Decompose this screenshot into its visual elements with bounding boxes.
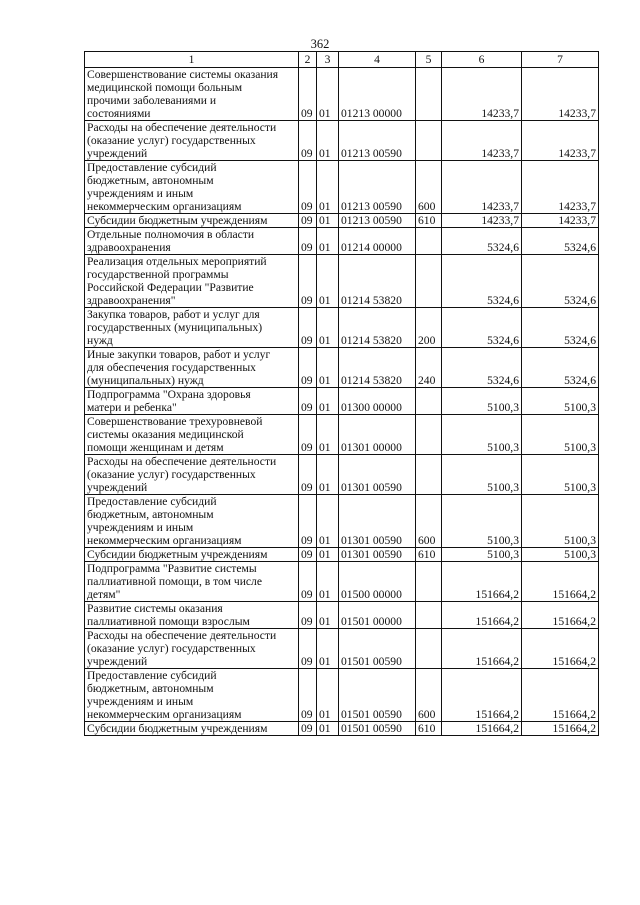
row-target-article-cell: 01501 00000 [339, 602, 416, 629]
row-name-cell [85, 121, 299, 161]
table-row [85, 495, 599, 548]
row-expense-type-cell: 610 [416, 722, 442, 736]
column-header: 7 [522, 52, 599, 68]
row-expense-type-cell: 600 [416, 161, 442, 214]
row-section-cell: 09 [299, 495, 317, 548]
row-name-cell [85, 602, 299, 629]
page-number: 362 [310, 37, 330, 51]
row-target-article-cell: 01214 53820 [339, 348, 416, 388]
row-subsection-cell: 01 [317, 629, 339, 669]
row-expense-type-cell [416, 562, 442, 602]
row-name-cell [85, 495, 299, 548]
row-amount-cell: 14233,7 [522, 214, 599, 228]
row-target-article-cell: 01214 00000 [339, 228, 416, 255]
column-header: 2 [299, 52, 317, 68]
row-target-article-cell: 01500 00000 [339, 562, 416, 602]
row-target-article-cell: 01214 53820 [339, 255, 416, 308]
column-header: 3 [317, 52, 339, 68]
row-amount-cell: 5100,3 [522, 455, 599, 495]
row-subsection-cell: 01 [317, 669, 339, 722]
row-amount-cell: 5324,6 [522, 228, 599, 255]
row-amount-cell: 151664,2 [522, 602, 599, 629]
row-subsection-cell: 01 [317, 388, 339, 415]
row-subsection-cell: 01 [317, 214, 339, 228]
row-name-cell [85, 415, 299, 455]
row-section-cell: 09 [299, 255, 317, 308]
table-row [85, 68, 599, 121]
row-amount-cell: 151664,2 [442, 722, 522, 736]
row-amount-cell: 14233,7 [442, 214, 522, 228]
row-expense-type-cell [416, 455, 442, 495]
row-amount-cell: 14233,7 [442, 68, 522, 121]
row-amount-cell: 5324,6 [522, 348, 599, 388]
row-amount-cell: 5100,3 [442, 495, 522, 548]
row-amount-cell: 5100,3 [442, 548, 522, 562]
row-amount-cell: 5100,3 [522, 388, 599, 415]
row-section-cell: 09 [299, 121, 317, 161]
row-section-cell: 09 [299, 629, 317, 669]
row-amount-cell: 5100,3 [522, 415, 599, 455]
row-expense-type-cell: 200 [416, 308, 442, 348]
row-name-text: Субсидии бюджетным учреждениям [87, 548, 268, 561]
row-subsection-cell: 01 [317, 602, 339, 629]
row-name-cell [85, 562, 299, 602]
row-name-text: Расходы на обеспечение деятельности (оказание услуг) государственных учреждений [87, 455, 277, 494]
table-row [85, 455, 599, 495]
row-section-cell: 09 [299, 348, 317, 388]
column-header: 5 [416, 52, 442, 68]
row-expense-type-cell [416, 415, 442, 455]
row-expense-type-cell [416, 255, 442, 308]
row-amount-cell: 14233,7 [522, 68, 599, 121]
row-subsection-cell: 01 [317, 415, 339, 455]
row-amount-cell: 5324,6 [442, 308, 522, 348]
table-row [85, 388, 599, 415]
row-name-text: Совершенствование системы оказания медицинской помощи больным прочими заболеваниями и состояниями [87, 68, 279, 120]
row-section-cell: 09 [299, 388, 317, 415]
table-row [85, 214, 599, 228]
row-name-cell [85, 669, 299, 722]
row-subsection-cell: 01 [317, 455, 339, 495]
row-subsection-cell: 01 [317, 255, 339, 308]
row-target-article-cell: 01213 00000 [339, 68, 416, 121]
row-section-cell: 09 [299, 68, 317, 121]
row-amount-cell: 5100,3 [442, 415, 522, 455]
row-expense-type-cell [416, 602, 442, 629]
row-name-text: Предоставление субсидий бюджетным, автономным учреждениям и иным некоммерческим организациям [87, 669, 242, 721]
table-row [85, 348, 599, 388]
column-header: 6 [442, 52, 522, 68]
row-subsection-cell: 01 [317, 562, 339, 602]
row-subsection-cell: 01 [317, 348, 339, 388]
row-expense-type-cell: 600 [416, 669, 442, 722]
row-subsection-cell: 01 [317, 722, 339, 736]
row-section-cell: 09 [299, 161, 317, 214]
row-target-article-cell: 01501 00590 [339, 629, 416, 669]
row-subsection-cell: 01 [317, 495, 339, 548]
row-amount-cell: 5100,3 [442, 388, 522, 415]
row-section-cell: 09 [299, 669, 317, 722]
row-target-article-cell: 01301 00000 [339, 415, 416, 455]
row-amount-cell: 5100,3 [442, 455, 522, 495]
row-target-article-cell: 01214 53820 [339, 308, 416, 348]
table-row [85, 669, 599, 722]
row-amount-cell: 5324,6 [442, 348, 522, 388]
row-subsection-cell: 01 [317, 228, 339, 255]
table-row [85, 308, 599, 348]
row-target-article-cell: 01301 00590 [339, 495, 416, 548]
row-target-article-cell: 01300 00000 [339, 388, 416, 415]
row-amount-cell: 5100,3 [522, 495, 599, 548]
row-section-cell: 09 [299, 548, 317, 562]
table-row [85, 161, 599, 214]
column-header: 4 [339, 52, 416, 68]
row-expense-type-cell: 600 [416, 495, 442, 548]
row-amount-cell: 14233,7 [442, 161, 522, 214]
row-section-cell: 09 [299, 228, 317, 255]
row-name-text: Субсидии бюджетным учреждениям [87, 722, 268, 735]
column-header: 1 [85, 52, 299, 68]
row-section-cell: 09 [299, 562, 317, 602]
row-subsection-cell: 01 [317, 121, 339, 161]
row-target-article-cell: 01301 00590 [339, 455, 416, 495]
table-row [85, 629, 599, 669]
row-name-cell [85, 68, 299, 121]
table-row [85, 121, 599, 161]
row-amount-cell: 14233,7 [442, 121, 522, 161]
table-row [85, 562, 599, 602]
row-amount-cell: 151664,2 [522, 562, 599, 602]
row-name-text: Иные закупки товаров, работ и услуг для обеспечения государственных (муниципальных) нужд [87, 348, 271, 387]
row-expense-type-cell [416, 121, 442, 161]
row-name-text: Предоставление субсидий бюджетным, автономным учреждениям и иным некоммерческим организациям [87, 495, 242, 547]
row-subsection-cell: 01 [317, 308, 339, 348]
row-target-article-cell: 01213 00590 [339, 161, 416, 214]
row-name-text: Расходы на обеспечение деятельности (оказание услуг) государственных учреждений [87, 121, 277, 160]
row-expense-type-cell: 240 [416, 348, 442, 388]
row-amount-cell: 14233,7 [522, 121, 599, 161]
row-name-cell [85, 308, 299, 348]
row-name-cell [85, 161, 299, 214]
row-amount-cell: 151664,2 [442, 669, 522, 722]
row-expense-type-cell [416, 388, 442, 415]
row-amount-cell: 5324,6 [522, 255, 599, 308]
row-name-text: Предоставление субсидий бюджетным, автономным учреждениям и иным некоммерческим организациям [87, 161, 242, 213]
row-name-cell [85, 388, 299, 415]
row-expense-type-cell [416, 629, 442, 669]
row-target-article-cell: 01301 00590 [339, 548, 416, 562]
row-subsection-cell: 01 [317, 68, 339, 121]
table-row [85, 228, 599, 255]
row-name-text: Расходы на обеспечение деятельности (оказание услуг) государственных учреждений [87, 629, 277, 668]
row-name-text: Реализация отдельных мероприятий государственной программы Российской Федерации "Развитие здравоохранения" [87, 255, 267, 307]
row-name-text: Субсидии бюджетным учреждениям [87, 214, 268, 227]
row-name-cell [85, 548, 299, 562]
table-header-row [85, 52, 599, 68]
row-amount-cell: 14233,7 [522, 161, 599, 214]
row-name-text: Отдельные полномочия в области здравоохранения [87, 228, 255, 254]
row-amount-cell: 151664,2 [442, 629, 522, 669]
row-name-cell [85, 629, 299, 669]
table-row [85, 722, 599, 736]
row-target-article-cell: 01501 00590 [339, 669, 416, 722]
row-subsection-cell: 01 [317, 548, 339, 562]
row-amount-cell: 151664,2 [442, 562, 522, 602]
row-target-article-cell: 01213 00590 [339, 214, 416, 228]
row-amount-cell: 151664,2 [522, 669, 599, 722]
table-row [85, 255, 599, 308]
row-name-text: Совершенствование трехуровневой системы оказания медицинской помощи женщинам и детям [87, 415, 263, 454]
row-name-cell [85, 722, 299, 736]
row-expense-type-cell: 610 [416, 548, 442, 562]
row-name-cell [85, 228, 299, 255]
row-name-cell [85, 255, 299, 308]
row-name-text: Подпрограмма "Охрана здоровья матери и ребенка" [87, 388, 251, 414]
row-expense-type-cell: 610 [416, 214, 442, 228]
row-name-text: Закупка товаров, работ и услуг для государственных (муниципальных) нужд [87, 308, 263, 347]
row-expense-type-cell [416, 68, 442, 121]
row-section-cell: 09 [299, 602, 317, 629]
budget-table [84, 51, 599, 736]
table-row [85, 548, 599, 562]
row-amount-cell: 5324,6 [522, 308, 599, 348]
row-amount-cell: 151664,2 [522, 629, 599, 669]
row-name-text: Подпрограмма "Развитие системы паллиативной помощи, в том числе детям" [87, 562, 262, 601]
table-row [85, 415, 599, 455]
row-section-cell: 09 [299, 214, 317, 228]
row-target-article-cell: 01213 00590 [339, 121, 416, 161]
row-name-text: Развитие системы оказания паллиативной помощи взрослым [87, 602, 250, 628]
row-section-cell: 09 [299, 722, 317, 736]
row-section-cell: 09 [299, 455, 317, 495]
row-name-cell [85, 455, 299, 495]
row-name-cell [85, 348, 299, 388]
table-row [85, 602, 599, 629]
row-amount-cell: 5324,6 [442, 255, 522, 308]
row-amount-cell: 5324,6 [442, 228, 522, 255]
row-section-cell: 09 [299, 308, 317, 348]
row-target-article-cell: 01501 00590 [339, 722, 416, 736]
row-name-cell [85, 214, 299, 228]
row-subsection-cell: 01 [317, 161, 339, 214]
row-amount-cell: 5100,3 [522, 548, 599, 562]
row-expense-type-cell [416, 228, 442, 255]
row-amount-cell: 151664,2 [442, 602, 522, 629]
row-amount-cell: 151664,2 [522, 722, 599, 736]
row-section-cell: 09 [299, 415, 317, 455]
